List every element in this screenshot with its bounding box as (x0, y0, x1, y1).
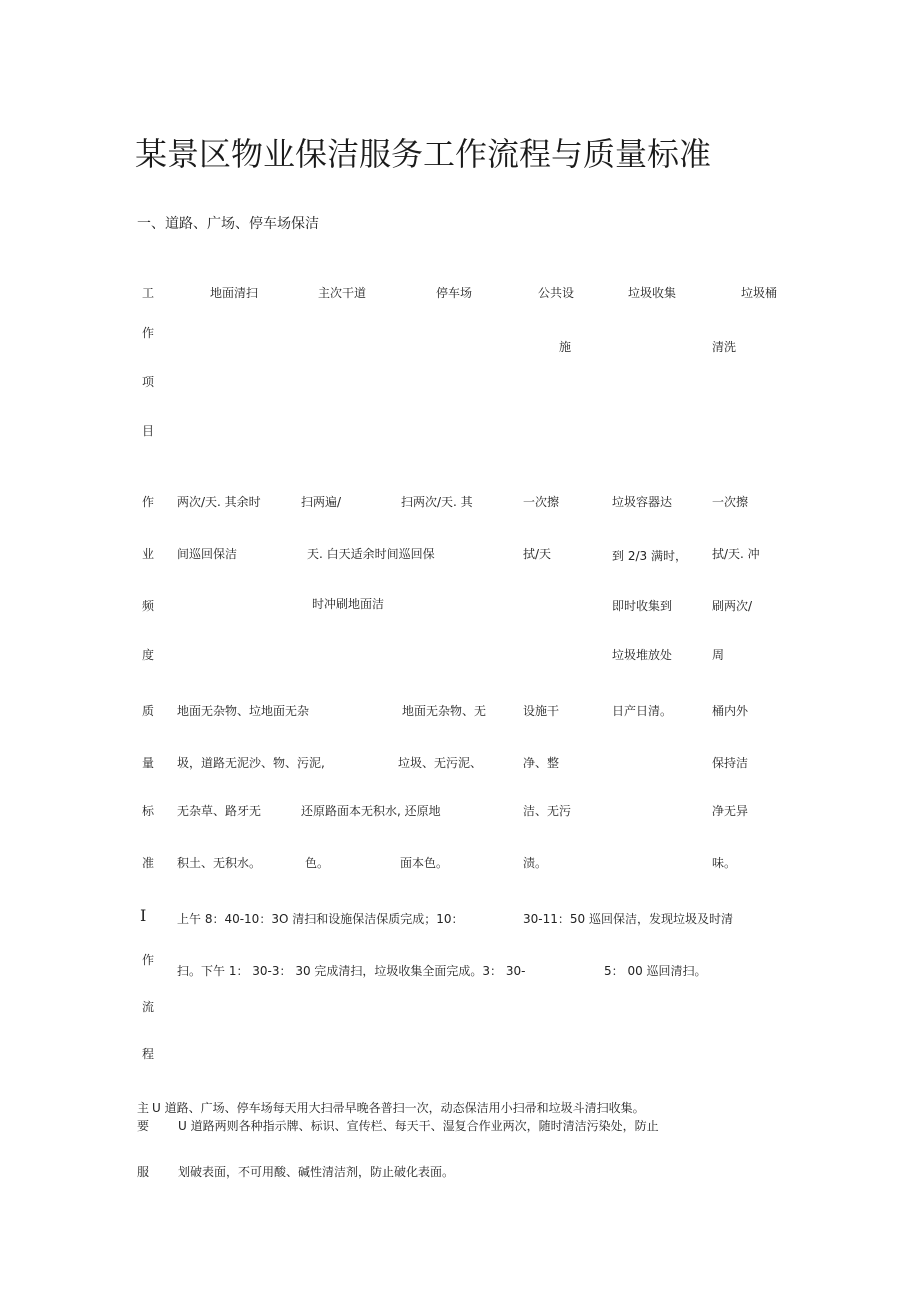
row-label-char: 业 (142, 547, 155, 561)
quality-text: 净无异 (712, 804, 749, 818)
frequency-text: 扫两次/天. 其 (401, 495, 473, 509)
quality-text: 色。 (305, 856, 330, 870)
row-label-char: 质 (142, 704, 155, 718)
row-label-char: 频 (142, 599, 155, 613)
section-heading: 一、道路、广场、停车场保洁 (137, 216, 319, 232)
header-public-facilities-cont: 施 (559, 340, 572, 354)
quality-text: 日产日清。 (612, 704, 673, 718)
frequency-text: 刷两次/ (712, 599, 753, 613)
process-text: 扫。下午 1： 30-3： 30 完成清扫，垃圾收集全面完成。3： 30- (177, 964, 526, 978)
notes-line: U 道路两则各种指示牌、标识、宣传栏、每天干、湿复合作业两次，随时清洁污染处，防止 (178, 1119, 659, 1133)
frequency-text: 即时收集到 (612, 599, 673, 613)
document-title: 某景区物业保洁服务工作流程与质量标准 (135, 135, 712, 173)
quality-text: 渍。 (523, 856, 548, 870)
header-garbage-collection: 垃圾收集 (628, 286, 677, 300)
quality-text: 垃圾、无污泥、 (398, 756, 483, 770)
row-label-char: 流 (142, 1000, 155, 1014)
quality-text: 地面无杂物、垃地面无杂 (177, 704, 310, 718)
header-parking: 停车场 (436, 286, 473, 300)
notes-label-char: 主 (137, 1101, 150, 1115)
quality-text: 圾，道路无泥沙、物、污泥, (177, 756, 325, 770)
process-text: 30-11：50 巡回保洁，发现垃圾及时清 (523, 912, 733, 926)
quality-text: 还原路面本无积水, 还原地 (301, 804, 441, 818)
frequency-text: 一次擦 (523, 495, 560, 509)
row-label-char: 作 (142, 953, 155, 967)
frequency-text: 扫两遍/ (301, 495, 342, 509)
quality-text: 净、整 (523, 756, 560, 770)
row-label-char: 工 (142, 286, 155, 300)
notes-line: 划破表面，不可用酸、碱性清洁剂，防止破化表面。 (178, 1165, 455, 1179)
row-label-char: 程 (142, 1047, 155, 1061)
quality-text: 桶内外 (712, 704, 749, 718)
header-ground-sweep: 地面清扫 (210, 286, 259, 300)
process-text: 上午 8：40-10：3O 清扫和设施保洁保质完成；10： (177, 912, 464, 926)
quality-text: 洁、无污 (523, 804, 572, 818)
row-label-char: 作 (142, 495, 155, 509)
header-bin-washing: 垃圾桶 (741, 286, 778, 300)
header-bin-washing-cont: 清洗 (712, 340, 737, 354)
row-label-char: 量 (142, 756, 155, 770)
row-label-char: 度 (142, 648, 155, 662)
quality-text: 味。 (712, 856, 737, 870)
row-label-char: 作 (142, 326, 155, 340)
frequency-text: 到 2/3 满时， (612, 549, 687, 563)
notes-line: U 道路、广场、停车场每天用大扫帚早晚各普扫一次，动态保洁用小扫帚和垃圾斗清扫收集。 (152, 1101, 645, 1115)
row-label-char: 准 (142, 856, 155, 870)
quality-text: 面本色。 (400, 856, 449, 870)
frequency-text: 两次/天. 其余时 (177, 495, 261, 509)
frequency-text: 时冲刷地面洁 (312, 597, 385, 611)
quality-text: 地面无杂物、无 (402, 704, 487, 718)
frequency-text: 间巡回保洁 (177, 547, 238, 561)
header-main-road: 主次干道 (318, 286, 367, 300)
frequency-text: 周 (712, 648, 725, 662)
frequency-text: 拭/天. 冲 (712, 547, 760, 561)
row-label-char: 项 (142, 375, 155, 389)
notes-label-char: 要 (137, 1119, 150, 1133)
quality-text: 积土、无积水。 (177, 856, 262, 870)
frequency-text: 垃圾堆放处 (612, 648, 673, 662)
process-text: 5： 00 巡回清扫。 (604, 964, 707, 978)
header-public-facilities: 公共设 (538, 286, 575, 300)
quality-text: 设施干 (523, 704, 560, 718)
row-label-char: I (140, 906, 147, 925)
quality-text: 保持洁 (712, 756, 749, 770)
row-label-char: 标 (142, 804, 155, 818)
frequency-text: 一次擦 (712, 495, 749, 509)
frequency-text: 拭/天 (523, 547, 552, 561)
row-label-char: 目 (142, 424, 155, 438)
notes-label-char: 服 (137, 1165, 150, 1179)
quality-text: 无杂草、路牙无 (177, 804, 262, 818)
frequency-text: 垃圾容器达 (612, 495, 673, 509)
frequency-text: 天. 白天适余时间巡回保 (307, 547, 435, 561)
